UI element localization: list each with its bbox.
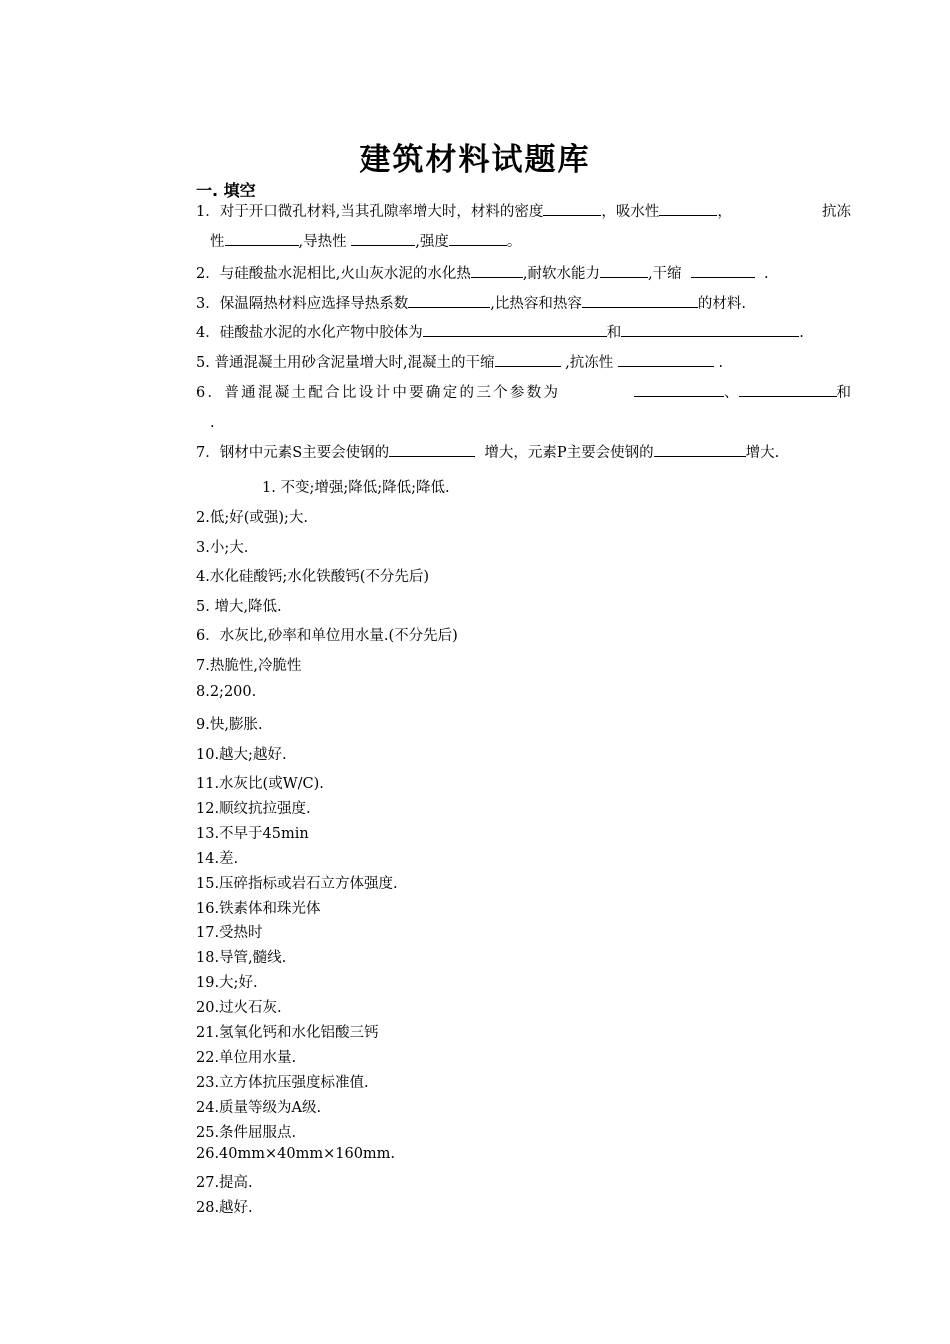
answer-8: 8.2;200. [196,684,257,700]
blank [543,200,601,216]
blank [634,381,724,397]
answer-3: 3.小;大. [196,540,249,556]
answer-19: 19.大;好. [196,975,258,991]
blank [659,200,717,216]
answer-20: 20.过火石灰. [196,1000,282,1016]
blank [225,230,299,246]
blank [495,351,561,367]
question-6: 6．普通混凝土配合比设计中要确定的三个参数为 、 和 . [196,378,851,438]
blank [654,441,746,457]
answer-9: 9.快,膨胀. [196,717,263,733]
blank [408,292,490,308]
answer-26: 26.40mm×40mm×160mm. [196,1146,396,1162]
question-5: 5. 普通混凝土用砂含泥量增大时,混凝土的干缩 ,抗冻性 . [196,348,851,378]
answer-2: 2.低;好(或强);大. [196,510,309,526]
answer-22: 22.单位用水量. [196,1050,297,1066]
answer-23: 23.立方体抗压强度标准值. [196,1075,369,1091]
answer-24: 24.质量等级为A级. [196,1100,322,1116]
answer-15: 15.压碎指标或岩石立方体强度. [196,876,398,892]
blank [423,321,607,337]
answer-5: 5. 增大,降低. [196,599,282,615]
blank [691,262,755,278]
question-7: 7．钢材中元素S主要会使钢的 增大，元素P主要会使钢的 增大. [196,438,851,468]
question-1: 1．对于开口微孔材料,当其孔隙率增大时，材料的密度 ，吸水性 ， 抗冻 性 ,导热性 ,强度 。 [196,197,851,257]
answer-14: 14.差. [196,851,239,867]
page-title: 建筑材料试题库 [359,142,591,178]
answer-6: 6．水灰比,砂率和单位用水量.(不分先后) [196,628,458,644]
section-heading: 一. 填空 [196,181,256,200]
blank [449,230,507,246]
answer-18: 18.导管,髓线. [196,950,287,966]
answer-17: 17.受热时 [196,925,263,941]
answer-11: 11.水灰比(或W/C). [196,776,324,792]
answer-16: 16.铁素体和珠光体 [196,901,321,917]
blank [618,351,714,367]
blank [739,381,837,397]
answer-21: 21.氢氧化钙和水化铝酸三钙 [196,1025,379,1041]
question-3: 3．保温隔热材料应选择导热系数 ,比热容和热容 的材料. [196,289,851,319]
answer-13: 13.不早于45min [196,826,309,842]
answer-25: 25.条件屈服点. [196,1125,297,1141]
answer-28: 28.越好. [196,1200,253,1216]
blank [582,292,698,308]
answer-4: 4.水化硅酸钙;水化铁酸钙(不分先后) [196,569,430,585]
blank [351,230,415,246]
blank [600,262,648,278]
blank [471,262,523,278]
question-2: 2．与硅酸盐水泥相比,火山灰水泥的水化热 ,耐软水能力 ,干缩 . [196,259,851,289]
answer-12: 12.顺纹抗拉强度. [196,801,311,817]
answer-1: 1. 不变;增强;降低;降低;降低. [262,480,450,496]
answer-27: 27.提高. [196,1175,253,1191]
answer-10: 10.越大;越好. [196,747,287,763]
blank [621,321,799,337]
blank [389,441,475,457]
answer-7: 7.热脆性,冷脆性 [196,658,302,674]
question-4: 4．硅酸盐水泥的水化产物中胶体为 和 . [196,318,851,348]
